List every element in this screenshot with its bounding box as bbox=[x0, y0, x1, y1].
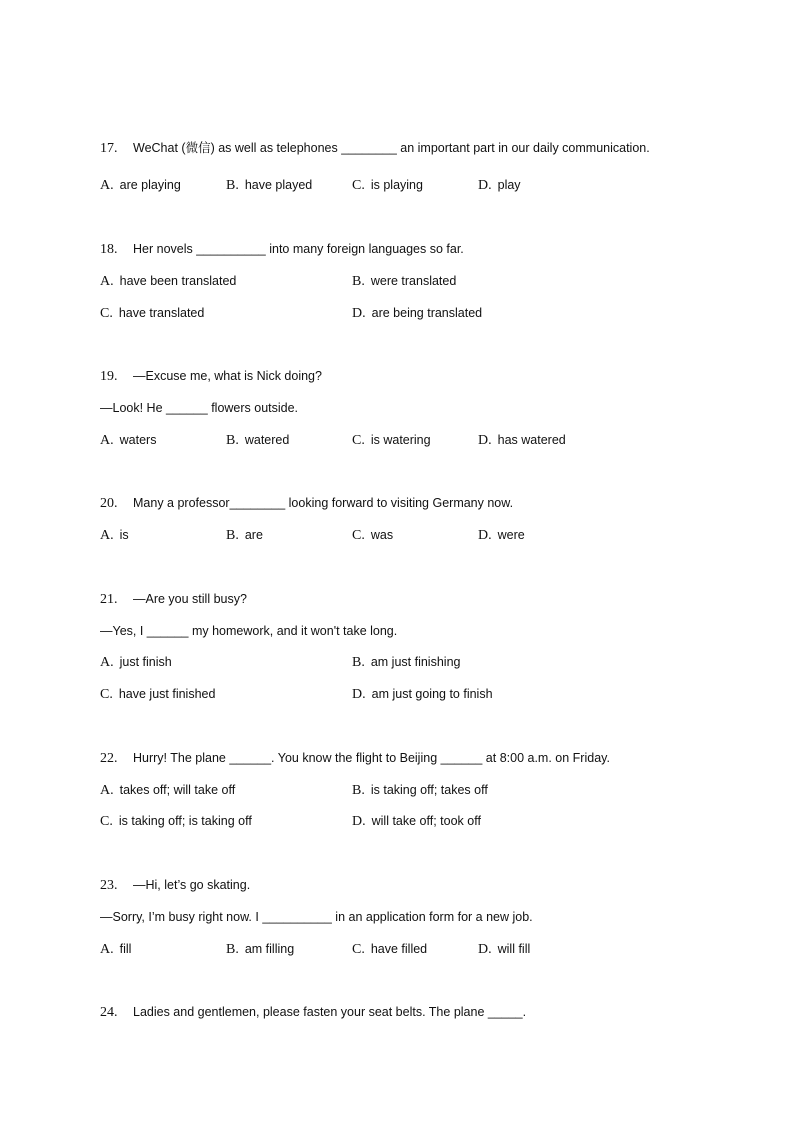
option-d[interactable]: D. play bbox=[478, 178, 521, 193]
question-number: 17. bbox=[100, 141, 118, 156]
question-number: 21. bbox=[100, 592, 118, 607]
stem-text: —Hi, let’s go skating. bbox=[133, 878, 251, 892]
option-a[interactable]: A. is bbox=[100, 528, 129, 543]
option-c[interactable]: C. have just finished bbox=[100, 687, 216, 702]
option-d[interactable]: D. am just going to finish bbox=[352, 687, 493, 702]
option-b[interactable]: B. is taking off; takes off bbox=[352, 783, 488, 798]
option-a[interactable]: A. just finish bbox=[100, 655, 172, 670]
option-c[interactable]: C. is taking off; is taking off bbox=[100, 814, 252, 829]
question-stem bbox=[100, 750, 610, 767]
question-stem bbox=[100, 877, 250, 894]
option-d[interactable]: D. will fill bbox=[478, 942, 531, 957]
stem-text: —Excuse me, what is Nick doing? bbox=[133, 369, 322, 383]
option-b[interactable]: B. have played bbox=[226, 178, 313, 193]
question-number: 24. bbox=[100, 1005, 118, 1020]
stem-text: Many a professor________ looking forward to visiting Germany now. bbox=[133, 496, 514, 510]
option-b[interactable]: B. were translated bbox=[352, 274, 457, 289]
option-a[interactable]: A. have been translated bbox=[100, 274, 237, 289]
option-b[interactable]: B. am just finishing bbox=[352, 655, 461, 670]
option-c[interactable]: C. is playing bbox=[352, 178, 423, 193]
question-number: 23. bbox=[100, 878, 118, 893]
question-number: 18. bbox=[100, 242, 118, 257]
option-c[interactable]: C. was bbox=[352, 528, 394, 543]
option-d[interactable]: D. will take off; took off bbox=[352, 814, 481, 829]
question-stem bbox=[100, 140, 650, 157]
question-stem bbox=[100, 368, 322, 385]
stem-text-line-2: —Look! He ______ flowers outside. bbox=[100, 401, 299, 415]
stem-text-line-2: —Yes, I ______ my homework, and it won't take long. bbox=[100, 624, 398, 638]
question-stem bbox=[100, 495, 513, 512]
question-stem bbox=[100, 1004, 526, 1021]
stem-text: Her novels __________ into many foreign languages so far. bbox=[133, 242, 464, 256]
option-c[interactable]: C. have filled bbox=[352, 942, 428, 957]
question-number: 19. bbox=[100, 369, 118, 384]
stem-text-line-2: —Sorry, I’m busy right now. I __________ in an application form for a new job. bbox=[100, 910, 533, 924]
option-b[interactable]: B. watered bbox=[226, 433, 290, 448]
stem-text: WeChat (微信) as well as telephones ________ an important part in our daily communication. bbox=[133, 141, 650, 155]
option-a[interactable]: A. fill bbox=[100, 942, 132, 957]
question-stem bbox=[100, 591, 247, 608]
option-d[interactable]: D. has watered bbox=[478, 433, 566, 448]
question-number: 20. bbox=[100, 496, 118, 511]
option-d[interactable]: D. are being translated bbox=[352, 306, 483, 321]
option-b[interactable]: B. are bbox=[226, 528, 263, 543]
option-c[interactable]: C. have translated bbox=[100, 306, 205, 321]
option-a[interactable]: A. are playing bbox=[100, 178, 181, 193]
stem-text: —Are you still busy? bbox=[133, 592, 247, 606]
option-c[interactable]: C. is watering bbox=[352, 433, 431, 448]
option-a[interactable]: A. waters bbox=[100, 433, 157, 448]
option-a[interactable]: A. takes off; will take off bbox=[100, 783, 236, 798]
question-stem bbox=[100, 241, 464, 258]
question-number: 22. bbox=[100, 751, 118, 766]
option-b[interactable]: B. am filling bbox=[226, 942, 295, 957]
option-d[interactable]: D. were bbox=[478, 528, 525, 543]
stem-text: Ladies and gentlemen, please fasten your seat belts. The plane _____. bbox=[133, 1005, 527, 1019]
stem-text: Hurry! The plane ______. You know the flight to Beijing ______ at 8:00 a.m. on Friday. bbox=[133, 751, 610, 765]
